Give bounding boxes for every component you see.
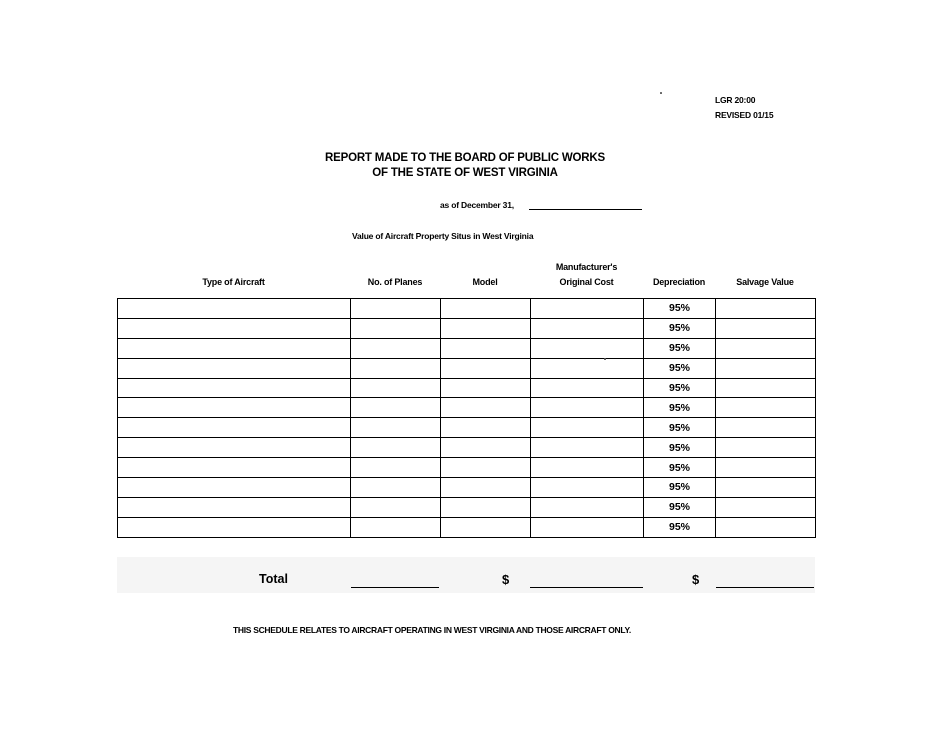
depreciation-cell: 95% bbox=[644, 398, 716, 418]
model-cell[interactable] bbox=[441, 438, 531, 458]
table-row bbox=[118, 338, 816, 358]
planes-cell[interactable] bbox=[351, 438, 441, 458]
salvage-cell[interactable] bbox=[716, 478, 816, 498]
model-cell[interactable] bbox=[441, 418, 531, 438]
type-cell[interactable] bbox=[118, 458, 351, 478]
revised-date: REVISED 01/15 bbox=[715, 110, 774, 120]
total-cost-field[interactable] bbox=[530, 587, 643, 588]
salvage-cell[interactable] bbox=[716, 338, 816, 358]
col-header-salvage: Salvage Value bbox=[736, 277, 794, 287]
cost-cell[interactable] bbox=[531, 438, 644, 458]
depreciation-cell: 95% bbox=[644, 497, 716, 517]
col-header-planes: No. of Planes bbox=[367, 277, 423, 287]
model-cell[interactable] bbox=[441, 299, 531, 319]
table-row bbox=[118, 378, 816, 398]
speck bbox=[604, 358, 606, 360]
cost-cell[interactable] bbox=[531, 517, 644, 537]
totals-band bbox=[117, 557, 815, 593]
footer-note: THIS SCHEDULE RELATES TO AIRCRAFT OPERATING IN WEST VIRGINIA AND THOSE AIRCRAFT ONLY. bbox=[233, 625, 631, 635]
depreciation-cell: 95% bbox=[644, 378, 716, 398]
table-row bbox=[118, 497, 816, 517]
total-salvage-field[interactable] bbox=[716, 587, 814, 588]
salvage-cell[interactable] bbox=[716, 378, 816, 398]
salvage-cell[interactable] bbox=[716, 418, 816, 438]
table-row bbox=[118, 458, 816, 478]
planes-cell[interactable] bbox=[351, 299, 441, 319]
type-cell[interactable] bbox=[118, 398, 351, 418]
total-label: Total bbox=[259, 572, 288, 586]
planes-cell[interactable] bbox=[351, 517, 441, 537]
model-cell[interactable] bbox=[441, 358, 531, 378]
cost-cell[interactable] bbox=[531, 299, 644, 319]
depreciation-cell: 95% bbox=[644, 338, 716, 358]
salvage-cell[interactable] bbox=[716, 398, 816, 418]
depreciation-cell: 95% bbox=[644, 478, 716, 498]
model-cell[interactable] bbox=[441, 478, 531, 498]
model-cell[interactable] bbox=[441, 517, 531, 537]
table-row bbox=[118, 398, 816, 418]
depreciation-cell: 95% bbox=[644, 438, 716, 458]
cost-dollar-sign: $ bbox=[502, 572, 510, 587]
aircraft-table bbox=[117, 298, 816, 538]
cost-cell[interactable] bbox=[531, 418, 644, 438]
table-row bbox=[118, 478, 816, 498]
depreciation-cell: 95% bbox=[644, 418, 716, 438]
cost-cell[interactable] bbox=[531, 478, 644, 498]
table-row bbox=[118, 517, 816, 537]
depreciation-cell: 95% bbox=[644, 358, 716, 378]
type-cell[interactable] bbox=[118, 418, 351, 438]
depreciation-cell: 95% bbox=[644, 517, 716, 537]
cost-cell[interactable] bbox=[531, 458, 644, 478]
type-cell[interactable] bbox=[118, 438, 351, 458]
total-planes-field[interactable] bbox=[351, 587, 439, 588]
type-cell[interactable] bbox=[118, 299, 351, 319]
col-header-manufacturer-line2: Original Cost bbox=[559, 277, 614, 287]
as-of-date-field[interactable] bbox=[529, 209, 642, 210]
col-header-model: Model bbox=[472, 277, 498, 287]
planes-cell[interactable] bbox=[351, 497, 441, 517]
planes-cell[interactable] bbox=[351, 418, 441, 438]
form-code: LGR 20:00 bbox=[715, 95, 756, 105]
salvage-cell[interactable] bbox=[716, 438, 816, 458]
model-cell[interactable] bbox=[441, 458, 531, 478]
model-cell[interactable] bbox=[441, 378, 531, 398]
table-row bbox=[118, 358, 816, 378]
depreciation-cell: 95% bbox=[644, 299, 716, 319]
speck bbox=[660, 92, 662, 94]
type-cell[interactable] bbox=[118, 318, 351, 338]
planes-cell[interactable] bbox=[351, 318, 441, 338]
salvage-dollar-sign: $ bbox=[692, 572, 700, 587]
model-cell[interactable] bbox=[441, 338, 531, 358]
planes-cell[interactable] bbox=[351, 478, 441, 498]
report-subtitle: Value of Aircraft Property Situs in West Virginia bbox=[352, 231, 534, 241]
table-row bbox=[118, 318, 816, 338]
type-cell[interactable] bbox=[118, 497, 351, 517]
planes-cell[interactable] bbox=[351, 398, 441, 418]
planes-cell[interactable] bbox=[351, 458, 441, 478]
model-cell[interactable] bbox=[441, 318, 531, 338]
cost-cell[interactable] bbox=[531, 378, 644, 398]
salvage-cell[interactable] bbox=[716, 517, 816, 537]
cost-cell[interactable] bbox=[531, 398, 644, 418]
salvage-cell[interactable] bbox=[716, 497, 816, 517]
cost-cell[interactable] bbox=[531, 338, 644, 358]
type-cell[interactable] bbox=[118, 517, 351, 537]
col-header-manufacturer-line1: Manufacturer's bbox=[555, 262, 618, 272]
col-header-depreciation: Depreciation bbox=[652, 277, 706, 287]
salvage-cell[interactable] bbox=[716, 358, 816, 378]
report-title-line2: OF THE STATE OF WEST VIRGINIA bbox=[372, 167, 558, 179]
salvage-cell[interactable] bbox=[716, 458, 816, 478]
table-row bbox=[118, 418, 816, 438]
salvage-cell[interactable] bbox=[716, 299, 816, 319]
model-cell[interactable] bbox=[441, 497, 531, 517]
report-title-line1: REPORT MADE TO THE BOARD OF PUBLIC WORKS bbox=[325, 152, 605, 164]
model-cell[interactable] bbox=[441, 398, 531, 418]
salvage-cell[interactable] bbox=[716, 318, 816, 338]
type-cell[interactable] bbox=[118, 358, 351, 378]
table-row bbox=[118, 299, 816, 319]
col-header-type: Type of Aircraft bbox=[202, 277, 265, 287]
planes-cell[interactable] bbox=[351, 378, 441, 398]
depreciation-cell: 95% bbox=[644, 458, 716, 478]
as-of-label: as of December 31, bbox=[440, 200, 514, 210]
table-row bbox=[118, 438, 816, 458]
cost-cell[interactable] bbox=[531, 497, 644, 517]
type-cell[interactable] bbox=[118, 378, 351, 398]
planes-cell[interactable] bbox=[351, 358, 441, 378]
depreciation-cell: 95% bbox=[644, 318, 716, 338]
type-cell[interactable] bbox=[118, 478, 351, 498]
cost-cell[interactable] bbox=[531, 358, 644, 378]
type-cell[interactable] bbox=[118, 338, 351, 358]
planes-cell[interactable] bbox=[351, 338, 441, 358]
cost-cell[interactable] bbox=[531, 318, 644, 338]
